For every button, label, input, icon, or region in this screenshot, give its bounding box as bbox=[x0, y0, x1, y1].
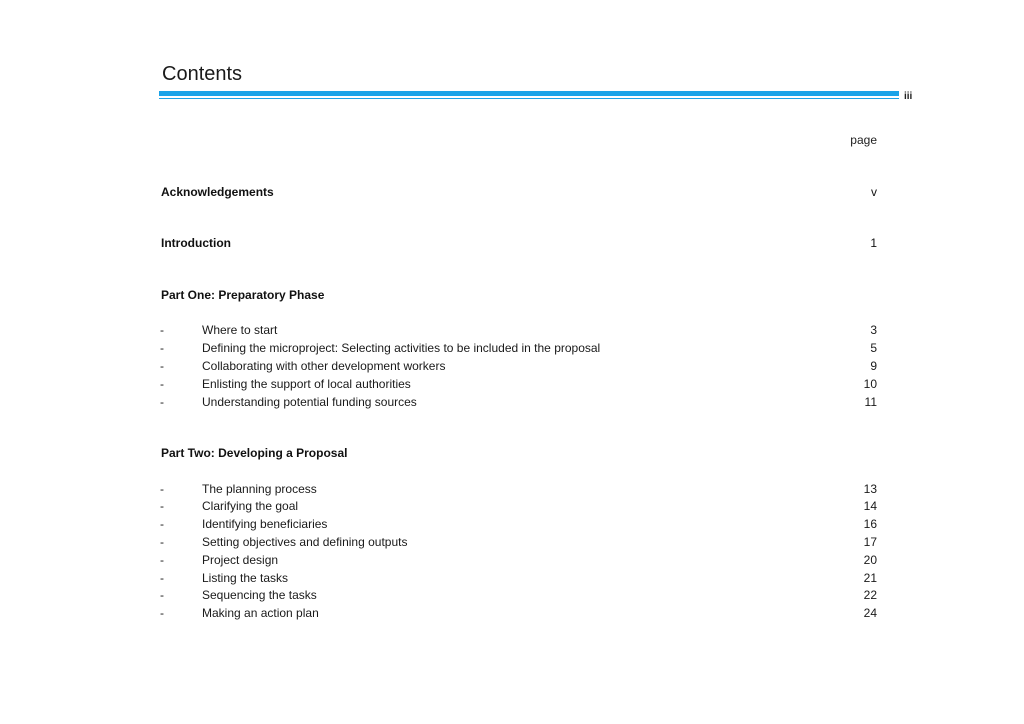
toc-item-page: 14 bbox=[863, 499, 877, 513]
toc-heading-page: 1 bbox=[870, 236, 877, 250]
toc-item-text: Making an action plan bbox=[202, 606, 319, 620]
toc-item[interactable] bbox=[160, 341, 877, 355]
toc-item-dash: - bbox=[160, 553, 164, 567]
toc-item[interactable] bbox=[160, 535, 877, 549]
toc-section-part-two bbox=[161, 446, 877, 460]
toc-item-page: 10 bbox=[863, 377, 877, 391]
toc-item-page: 5 bbox=[870, 341, 877, 355]
toc-item-page: 3 bbox=[870, 323, 877, 337]
toc-heading-label: Acknowledgements bbox=[161, 185, 274, 199]
toc-item-dash: - bbox=[160, 588, 164, 602]
page-number: iii bbox=[904, 91, 913, 102]
toc-item-text: The planning process bbox=[202, 482, 317, 496]
toc-entry-introduction[interactable] bbox=[161, 236, 877, 250]
toc-item-page: 9 bbox=[870, 359, 877, 373]
toc-item-page: 21 bbox=[863, 571, 877, 585]
toc-item-dash: - bbox=[160, 341, 164, 355]
toc-item-dash: - bbox=[160, 571, 164, 585]
toc-item-dash: - bbox=[160, 535, 164, 549]
toc-section-label: Part One: Preparatory Phase bbox=[161, 288, 325, 302]
toc-item-text: Project design bbox=[202, 553, 279, 567]
toc-item[interactable] bbox=[160, 359, 877, 373]
toc-item[interactable] bbox=[160, 499, 877, 513]
toc-item-text: Sequencing the tasks bbox=[202, 588, 317, 602]
page-column-label: page bbox=[850, 133, 877, 147]
toc-entry-acknowledgements[interactable] bbox=[161, 185, 877, 199]
toc-item-text: Where to start bbox=[202, 323, 278, 337]
toc-item[interactable] bbox=[160, 395, 877, 409]
toc-item-page: 11 bbox=[864, 395, 877, 409]
toc-item-page: 24 bbox=[863, 606, 877, 620]
toc-item-dash: - bbox=[160, 482, 164, 496]
toc-item-dash: - bbox=[160, 359, 164, 373]
toc-item[interactable] bbox=[160, 482, 877, 496]
toc-item[interactable] bbox=[160, 571, 877, 585]
toc-item-page: 17 bbox=[863, 535, 877, 549]
toc-item[interactable] bbox=[160, 553, 877, 567]
toc-item-text: Setting objectives and defining outputs bbox=[202, 535, 408, 549]
toc-item-page: 13 bbox=[863, 482, 877, 496]
header-rule-thick bbox=[159, 91, 899, 96]
page-title: Contents bbox=[162, 63, 243, 85]
toc-section-label: Part Two: Developing a Proposal bbox=[161, 446, 348, 460]
toc-item-text: Identifying beneficiaries bbox=[202, 517, 328, 531]
toc-item-text: Enlisting the support of local authorities bbox=[202, 377, 411, 391]
toc-heading-label: Introduction bbox=[161, 236, 231, 250]
toc-item-text: Clarifying the goal bbox=[202, 499, 299, 513]
toc-item-page: 16 bbox=[863, 517, 877, 531]
toc-item-text: Understanding potential funding sources bbox=[202, 395, 417, 409]
toc-item[interactable] bbox=[160, 323, 877, 337]
toc-item[interactable] bbox=[160, 377, 877, 391]
header-rule-thin bbox=[159, 98, 899, 99]
toc-item-text: Defining the microproject: Selecting activities to be included in the proposal bbox=[202, 341, 601, 355]
toc-item-dash: - bbox=[160, 517, 164, 531]
toc-section-part-one bbox=[161, 288, 877, 302]
toc-item[interactable] bbox=[160, 588, 877, 602]
toc-item[interactable] bbox=[160, 517, 877, 531]
toc-item[interactable] bbox=[160, 606, 877, 620]
toc-heading-page: v bbox=[871, 185, 877, 199]
toc-item-text: Listing the tasks bbox=[202, 571, 289, 585]
toc-item-dash: - bbox=[160, 395, 164, 409]
toc-item-text: Collaborating with other development workers bbox=[202, 359, 446, 373]
toc-item-page: 20 bbox=[863, 553, 877, 567]
toc-item-page: 22 bbox=[863, 588, 877, 602]
toc-item-dash: - bbox=[160, 323, 164, 337]
toc-item-dash: - bbox=[160, 377, 164, 391]
toc-item-dash: - bbox=[160, 499, 164, 513]
toc-item-dash: - bbox=[160, 606, 164, 620]
